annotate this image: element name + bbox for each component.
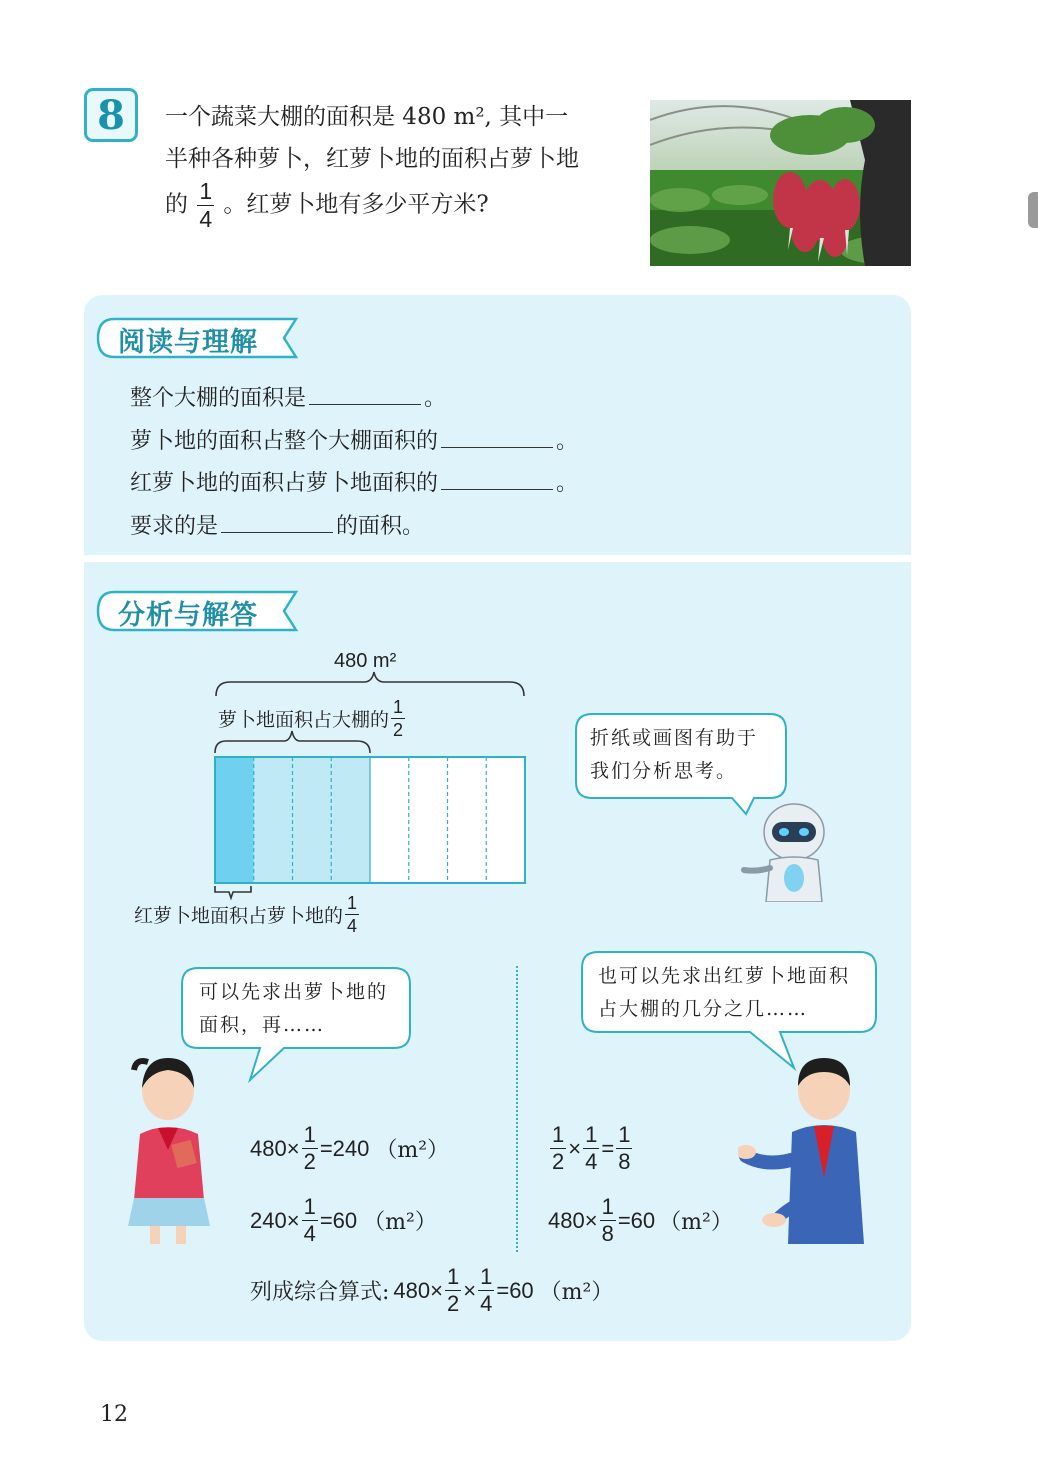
total-brace [204,670,544,700]
robot-character [736,798,832,902]
read-question-1: 整个大棚的面积是 。 [130,381,446,412]
answer-blank-1[interactable] [309,382,421,405]
combined-equation: 列成综合算式: 480× $\frac{1}{2}$ × $\frac{1}{4}$ =60 （m²） [250,1264,614,1316]
reading-panel [84,295,911,555]
method-divider [516,966,518,1252]
analysis-heading: 分析与解答 [118,600,258,631]
girl-character [118,1050,214,1244]
bar-segment [370,757,409,883]
read-question-2: 萝卜地的面积占整个大棚面积的 。 [130,424,578,455]
read-question-3: 红萝卜地的面积占萝卜地面积的 。 [130,466,578,497]
problem-line-3: 的 $\frac{1}{4}$ 。红萝卜地有多少平方米? [165,178,489,232]
diagram-total-label: 480 m² [334,650,397,672]
bar-segment [215,757,254,883]
analysis-heading-tag [96,590,301,630]
bar-segment [293,757,332,883]
area-bar-diagram [212,754,528,886]
problem-text [165,96,625,231]
quarter-label: 红萝卜地面积占萝卜地的 $\frac{1}{4}$ [134,893,358,936]
problem-number-badge: 8 [84,88,138,142]
boy-equation-1: $\frac{1}{2}$ × $\frac{1}{4}$ = $\frac{1}{8}$ [552,1122,631,1174]
bar-segment [409,757,448,883]
bar-segment [486,757,525,883]
half-brace [204,727,384,755]
boy-bubble-text: 也可以先求出红萝卜地面积 占大棚的几分之几…… [598,965,851,1020]
analysis-panel [84,562,911,1341]
girl-equation-2: 240× $\frac{1}{4}$ =60 （m²） [250,1194,437,1246]
answer-blank-4[interactable] [221,510,333,533]
reading-heading: 阅读与理解 [118,327,258,358]
read-question-4: 要求的是 的面积。 [130,509,424,540]
answer-blank-2[interactable] [441,425,553,448]
page-side-tab [1028,192,1038,228]
boy-character [738,1048,888,1244]
problem-line-2: 半种各种萝卜，红萝卜地的面积占萝卜地 [165,146,579,172]
girl-equation-1: 480× $\frac{1}{2}$ =240 （m²） [250,1122,450,1174]
bar-segment [331,757,370,883]
answer-blank-3[interactable] [441,467,553,490]
bar-segment [448,757,487,883]
problem-line-1: 一个蔬菜大棚的面积是 480 m², 其中一 [165,104,569,130]
bar-segment [254,757,293,883]
boy-equation-2: 480× $\frac{1}{8}$ =60 （m²） [548,1194,733,1246]
fraction-one-quarter: $\frac{1}{4}$ [199,178,213,232]
radish-photo [650,100,911,266]
reading-heading-tag [96,317,301,357]
half-label: 萝卜地面积占大棚的 $\frac{1}{2}$ [218,697,404,740]
page-number: 12 [100,1402,128,1427]
girl-bubble-text: 可以先求出萝卜地的 面积，再…… [199,981,389,1036]
robot-bubble-text: 折纸或画图有助于 我们分析思考。 [590,727,759,782]
